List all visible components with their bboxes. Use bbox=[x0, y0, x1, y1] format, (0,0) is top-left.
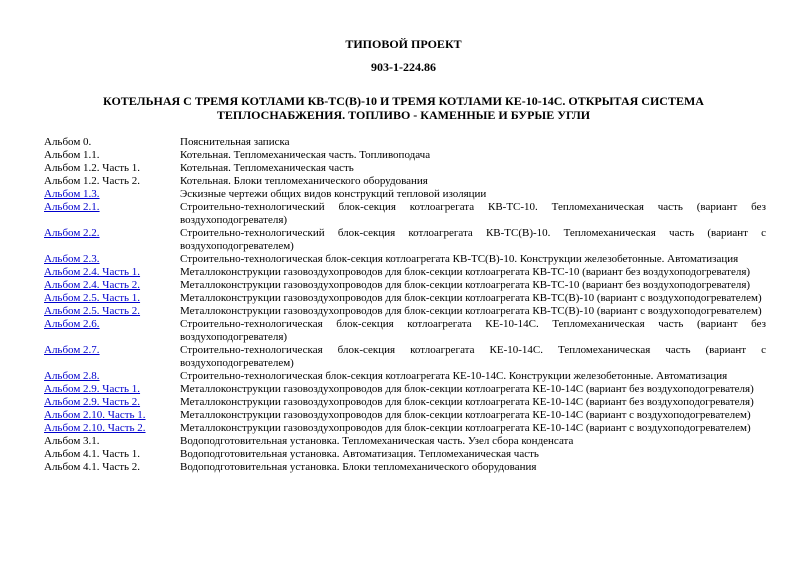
album-label-cell bbox=[44, 253, 180, 266]
album-label: Альбом 0. bbox=[44, 136, 92, 148]
album-label-cell bbox=[44, 201, 180, 227]
album-label-cell bbox=[44, 227, 180, 253]
album-description: Котельная. Блоки тепломеханического оборудования bbox=[180, 175, 428, 187]
table-row bbox=[44, 279, 766, 292]
album-label: Альбом 1.1. bbox=[44, 149, 100, 161]
album-description: Котельная. Тепломеханическая часть. Топливоподача bbox=[180, 149, 431, 161]
album-label-cell bbox=[44, 149, 180, 162]
table-row bbox=[44, 253, 766, 266]
album-description: Строительно-технологический блок-секция котлоагрегата КВ-ТС-10. Тепломеханическая часть (вариант без воздухоподогревателя) bbox=[180, 201, 766, 226]
album-label-cell bbox=[44, 344, 180, 370]
album-link[interactable]: Альбом 2.9. Часть 2. bbox=[44, 396, 141, 408]
album-description: Водоподготовительная установка. Автоматизация. Тепломеханическая часть bbox=[180, 448, 539, 460]
album-link[interactable]: Альбом 2.4. Часть 1. bbox=[44, 266, 141, 278]
document-title: ТИПОВОЙ ПРОЕКТ bbox=[345, 37, 462, 51]
table-row bbox=[44, 448, 766, 461]
table-row bbox=[44, 461, 766, 474]
table-row bbox=[44, 396, 766, 409]
album-description: Металлоконструкции газовоздухопроводов для блок-секции котлоагрегата КЕ-10-14С (вариант без воздухоподогревателя) bbox=[180, 396, 754, 408]
album-link[interactable]: Альбом 2.10. Часть 1. bbox=[44, 409, 146, 421]
table-row bbox=[44, 175, 766, 188]
album-label-cell bbox=[44, 188, 180, 201]
album-link[interactable]: Альбом 2.6. bbox=[44, 318, 100, 330]
album-description: Металлоконструкции газовоздухопроводов для блок-секции котлоагрегата КВ-ТС-10 (вариант без воздухоподогревателя) bbox=[180, 279, 751, 291]
album-description: Котельная. Тепломеханическая часть bbox=[180, 162, 354, 174]
album-description: Строительно-технологическая блок-секция котлоагрегата КЕ-10-14С. Конструкции железобетонные. Автоматизация bbox=[180, 370, 728, 382]
album-description: Строительно-технологическая блок-секция котлоагрегата КЕ-10-14С. Тепломеханическая часть (вариант без воздухоподогревателя) bbox=[180, 318, 766, 343]
album-link[interactable]: Альбом 2.8. bbox=[44, 370, 100, 382]
table-row bbox=[44, 292, 766, 305]
table-row bbox=[44, 266, 766, 279]
album-description: Металлоконструкции газовоздухопроводов для блок-секции котлоагрегата КЕ-10-14С (вариант без воздухоподогревателя) bbox=[180, 383, 754, 395]
table-row bbox=[44, 344, 766, 370]
table-row bbox=[44, 227, 766, 253]
album-label-cell bbox=[44, 461, 180, 474]
album-label-cell bbox=[44, 435, 180, 448]
album-label-cell bbox=[44, 266, 180, 279]
album-description: Водоподготовительная установка. Тепломеханическая часть. Узел сбора конденсата bbox=[180, 435, 574, 447]
album-label-cell bbox=[44, 370, 180, 383]
album-label-cell bbox=[44, 136, 180, 149]
album-label: Альбом 1.2. Часть 2. bbox=[44, 175, 141, 187]
album-label-cell bbox=[44, 279, 180, 292]
album-label-cell bbox=[44, 422, 180, 435]
table-row bbox=[44, 201, 766, 227]
album-link[interactable]: Альбом 2.9. Часть 1. bbox=[44, 383, 141, 395]
album-description: Строительно-технологический блок-секция котлоагрегата КВ-ТС(В)-10. Тепломеханическая часть (вариант с воздухоподогревателем) bbox=[180, 227, 766, 252]
album-label-cell bbox=[44, 396, 180, 409]
table-row bbox=[44, 370, 766, 383]
album-label-cell bbox=[44, 383, 180, 396]
album-label: Альбом 4.1. Часть 2. bbox=[44, 461, 141, 473]
table-row bbox=[44, 383, 766, 396]
album-label: Альбом 4.1. Часть 1. bbox=[44, 448, 141, 460]
album-link[interactable]: Альбом 2.2. bbox=[44, 227, 100, 239]
album-description: Водоподготовительная установка. Блоки тепломеханического оборудования bbox=[180, 461, 537, 473]
album-link[interactable]: Альбом 2.5. Часть 1. bbox=[44, 292, 141, 304]
album-description: Строительно-технологическая блок-секция котлоагрегата КВ-ТС(В)-10. Конструкции железобетонные. Автоматизация bbox=[180, 253, 739, 265]
album-link[interactable]: Альбом 1.3. bbox=[44, 188, 100, 200]
album-description: Строительно-технологическая блок-секция котлоагрегата КЕ-10-14С. Тепломеханическая часть (вариант с воздухоподогревателем) bbox=[180, 344, 766, 369]
album-label-cell bbox=[44, 448, 180, 461]
album-link[interactable]: Альбом 2.5. Часть 2. bbox=[44, 305, 141, 317]
project-code: 903-1-224.86 bbox=[371, 60, 436, 74]
album-label-cell bbox=[44, 305, 180, 318]
album-description: Металлоконструкции газовоздухопроводов для блок-секции котлоагрегата КВ-ТС-10 (вариант без воздухоподогревателя) bbox=[180, 266, 751, 278]
album-label-cell bbox=[44, 292, 180, 305]
table-row bbox=[44, 305, 766, 318]
table-row bbox=[44, 318, 766, 344]
table-row bbox=[44, 149, 766, 162]
album-description: Металлоконструкции газовоздухопроводов для блок-секции котлоагрегата КВ-ТС(В)-10 (вариант с воздухоподогревателем) bbox=[180, 292, 762, 304]
table-row bbox=[44, 188, 766, 201]
album-description: Эскизные чертежи общих видов конструкций тепловой изоляции bbox=[180, 188, 487, 200]
album-link[interactable]: Альбом 2.1. bbox=[44, 201, 100, 213]
table-row bbox=[44, 409, 766, 422]
album-link[interactable]: Альбом 2.7. bbox=[44, 344, 100, 356]
album-description: Металлоконструкции газовоздухопроводов для блок-секции котлоагрегата КЕ-10-14С (вариант с воздухоподогревателем) bbox=[180, 422, 751, 434]
album-label: Альбом 1.2. Часть 1. bbox=[44, 162, 141, 174]
album-label: Альбом 3.1. bbox=[44, 435, 100, 447]
album-label-cell bbox=[44, 162, 180, 175]
table-row bbox=[44, 422, 766, 435]
album-link[interactable]: Альбом 2.10. Часть 2. bbox=[44, 422, 146, 434]
album-label-cell bbox=[44, 175, 180, 188]
album-link[interactable]: Альбом 2.3. bbox=[44, 253, 100, 265]
table-row bbox=[44, 136, 766, 149]
project-subject: КОТЕЛЬНАЯ С ТРЕМЯ КОТЛАМИ КВ-ТС(В)-10 И ТРЕМЯ КОТЛАМИ КЕ-10-14С. ОТКРЫТАЯ СИСТЕМА ТЕПЛОСНАБЖЕНИЯ. ТОПЛИВО - КАМЕННЫЕ И БУРЫЕ УГЛИ bbox=[103, 94, 704, 122]
table-row bbox=[44, 435, 766, 448]
album-description: Металлоконструкции газовоздухопроводов для блок-секции котлоагрегата КВ-ТС(В)-10 (вариант с воздухоподогревателем) bbox=[180, 305, 762, 317]
album-description: Металлоконструкции газовоздухопроводов для блок-секции котлоагрегата КЕ-10-14С (вариант с воздухоподогревателем) bbox=[180, 409, 751, 421]
album-label-cell bbox=[44, 409, 180, 422]
album-link[interactable]: Альбом 2.4. Часть 2. bbox=[44, 279, 141, 291]
table-row bbox=[44, 162, 766, 175]
albums-table bbox=[44, 136, 766, 474]
album-description: Пояснительная записка bbox=[180, 136, 290, 148]
album-label-cell bbox=[44, 318, 180, 344]
albums-list bbox=[44, 136, 766, 474]
